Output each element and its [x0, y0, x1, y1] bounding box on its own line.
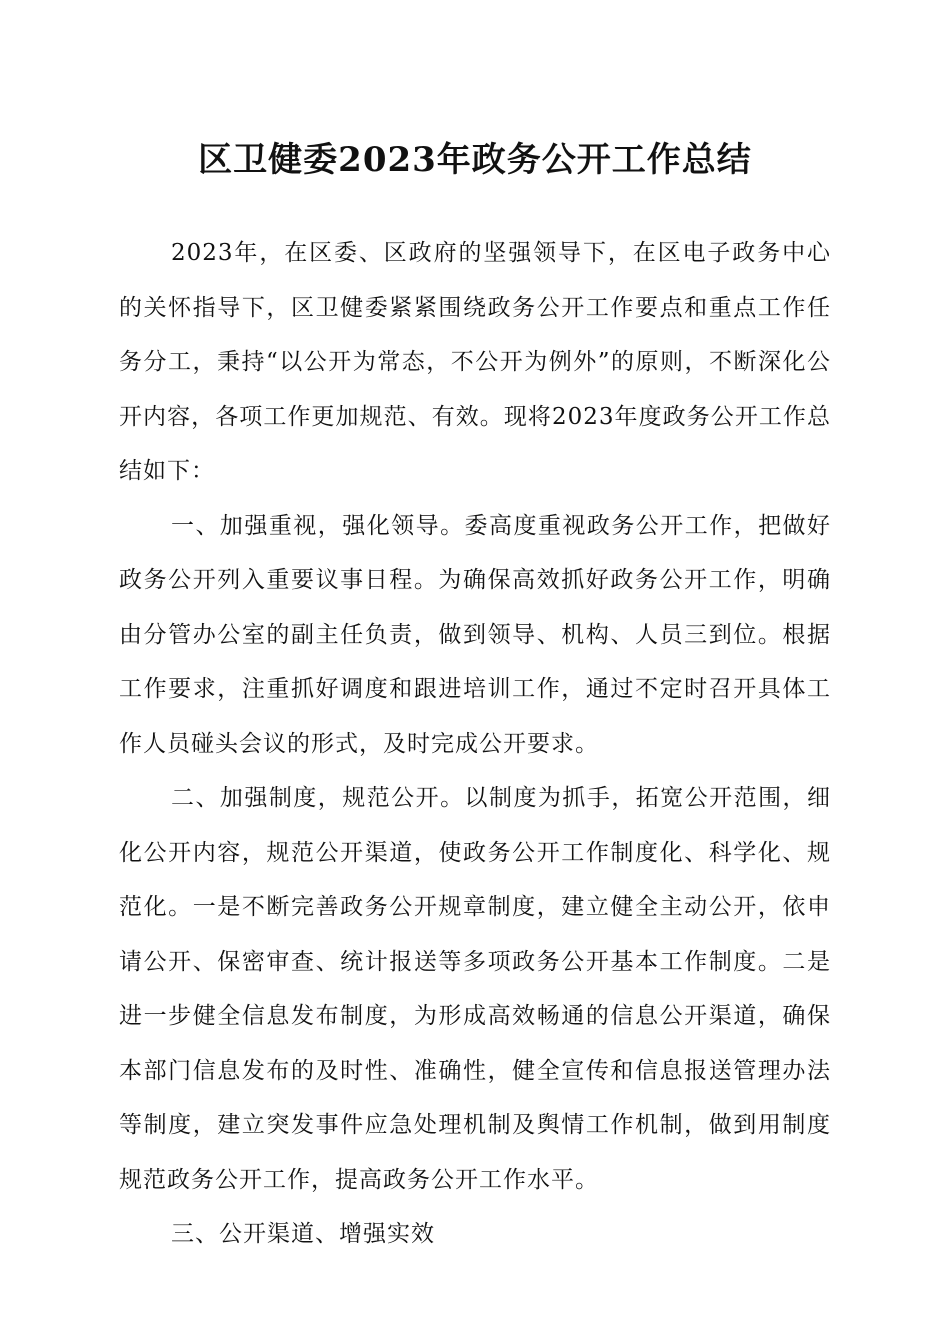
section-2-paragraph	[119, 771, 831, 1207]
document-title: 区卫健委2023年政务公开工作总结	[198, 140, 752, 180]
document-body	[119, 226, 831, 1262]
section-1-heading: 一、加强重视，强化领导。	[171, 512, 465, 539]
section-2-text: 以制度为抓手，拓宽公开范围，细化公开内容，规范公开渠道，使政务公开工作制度化、科学化、规范化。一是不断完善政务公开规章制度，建立健全主动公开，依申请公开、保密审查、统计报送等多项政务公开基本工作制度。二是进一步健全信息发布制度，为形成高效畅通的信息公开渠道，确保本部门信息发布的及时性、准确性，健全宣传和信息报送管理办法等制度，建立突发事件应急处理机制及舆情工作机制，做到用制度规范政务公开工作，提高政务公开工作水平。	[119, 785, 832, 1193]
intro-paragraph: 2023年，在区委、区政府的坚强领导下，在区电子政务中心的关怀指导下，区卫健委紧紧围绕政务公开工作要点和重点工作任务分工，秉持“以公开为常态，不公开为例外”的原则，不断深化公开内容，各项工作更加规范、有效。现将2023年度政务公开工作总结如下：	[119, 240, 831, 484]
section-3-heading: 三、公开渠道、增强实效	[171, 1221, 435, 1247]
section-2-heading: 二、加强制度，规范公开。	[171, 785, 465, 811]
section-1-paragraph	[119, 499, 831, 772]
section-1-text: 委高度重视政务公开工作，把做好政务公开列入重要议事日程。为确保高效抓好政务公开工作，明确由分管办公室的副主任负责，做到领导、机构、人员三到位。根据工作要求，注重抓好调度和跟进培训工作，通过不定时召开具体工作人员碰头会议的形式，及时完成公开要求。	[119, 512, 832, 757]
section-3-paragraph	[119, 1207, 831, 1262]
